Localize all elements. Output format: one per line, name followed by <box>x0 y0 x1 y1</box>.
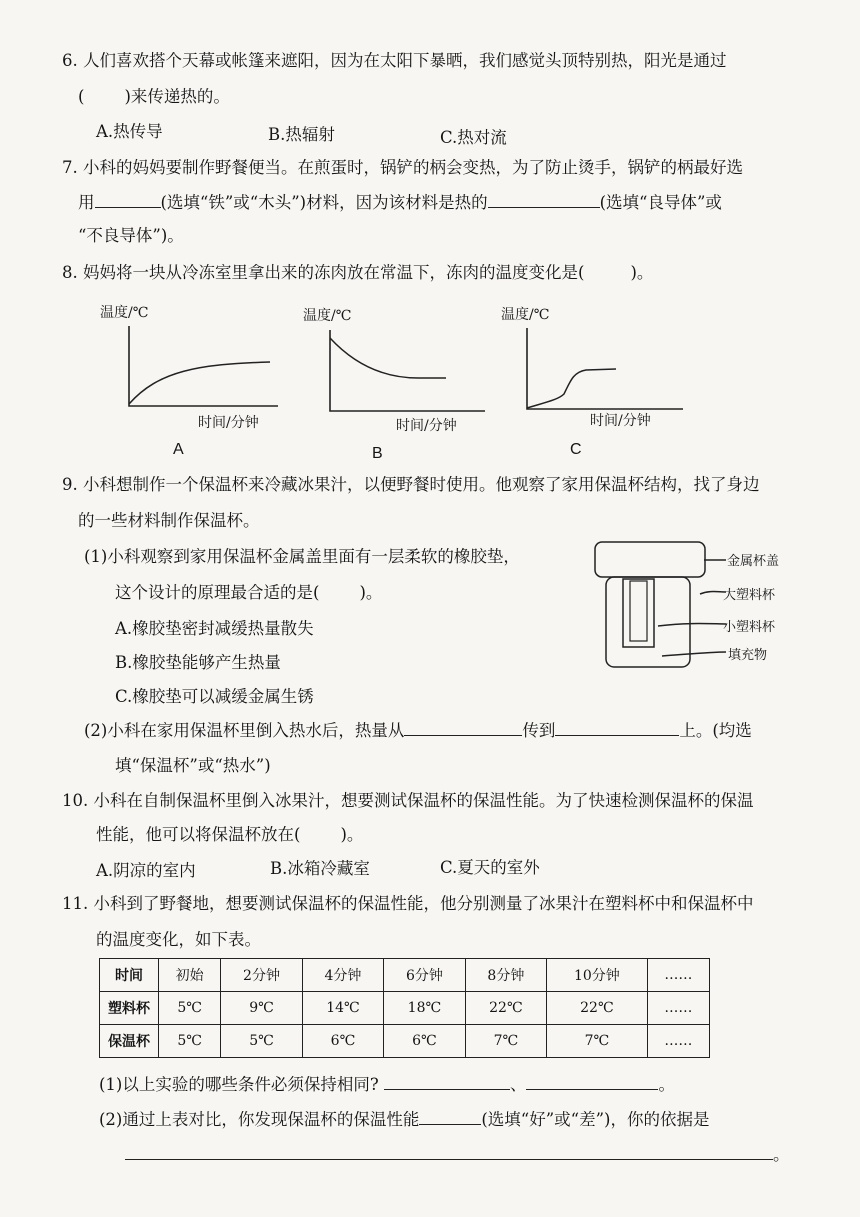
graph-b <box>320 330 510 420</box>
table-cell: 塑料杯 <box>100 992 159 1025</box>
q7-line3: “不良导体”)。 <box>78 226 184 245</box>
q9-p2-line1: (2)小科在家用保温杯里倒入热水后，热量从 传到 上。(均选 <box>84 721 752 740</box>
graph-b-xlabel: 时间/分钟 <box>396 418 457 434</box>
table-header-cell: …… <box>647 959 709 992</box>
graph-a-curve <box>129 362 270 404</box>
graph-b-label[interactable]: B <box>372 445 383 462</box>
temperature-table <box>99 958 710 1058</box>
q10-line1: 10. 小科在自制保温杯里倒入冰果汁，想要测试保温杯的保温性能。为了快速检测保温杯的保温 <box>62 791 754 810</box>
q6-option-c: C.热对流 <box>440 128 507 147</box>
table-cell: 14℃ <box>302 992 383 1025</box>
graph-a-axes <box>129 326 278 406</box>
graph-c-xlabel: 时间/分钟 <box>590 413 651 429</box>
table-cell: 9℃ <box>221 992 302 1025</box>
q9-p1-option-a: A.橡胶垫密封减缓热量散失 <box>115 619 314 638</box>
q6-line2: ( )来传递热的。 <box>78 87 230 106</box>
graph-c-ylabel: 温度/℃ <box>501 307 550 323</box>
q6-line1: 6. 人们喜欢搭个天幕或帐篷来遮阳，因为在太阳下暴晒，我们感觉头顶特别热，阳光是通过 <box>62 51 727 70</box>
graph-c-label[interactable]: C <box>570 441 582 458</box>
table-header-cell: 4分钟 <box>302 959 383 992</box>
big-plastic-cup-shape <box>606 577 690 667</box>
table-cell: 6℃ <box>384 1025 465 1058</box>
table-cell: 22℃ <box>547 992 648 1025</box>
q6-option-b: B.热辐射 <box>268 125 335 144</box>
table-header-cell: 8分钟 <box>465 959 546 992</box>
table-row <box>100 992 710 1025</box>
q10-option-a: A.阴凉的室内 <box>96 861 196 880</box>
thermos-leader-lines <box>700 548 730 668</box>
table-cell: 保温杯 <box>100 1025 159 1058</box>
table-header-cell: 2分钟 <box>221 959 302 992</box>
table-header-cell: 6分钟 <box>384 959 465 992</box>
q6-option-a: A.热传导 <box>96 122 163 141</box>
q10-option-b: B.冰箱冷藏室 <box>270 859 370 878</box>
thermos-diagram <box>594 541 714 671</box>
graph-c-axes <box>527 328 683 409</box>
graph-b-ylabel: 温度/℃ <box>303 308 352 324</box>
q9-line2: 的一些材料制作保温杯。 <box>78 511 260 530</box>
q9-p2-blank-from[interactable] <box>404 719 522 736</box>
graph-a-label[interactable]: A <box>173 441 184 458</box>
q11-p2-reason-line: 。 <box>125 1143 790 1166</box>
graph-a-xlabel: 时间/分钟 <box>198 415 259 431</box>
q11-p1-blank-2[interactable] <box>526 1073 658 1090</box>
table-cell: 7℃ <box>465 1025 546 1058</box>
q9-p2-line2: 填“保温杯”或“热水”) <box>115 756 271 775</box>
graph-b-curve <box>330 338 446 378</box>
graph-c-curve <box>527 369 616 408</box>
q11-p2-blank-performance[interactable] <box>419 1108 481 1125</box>
table-header-cell: 10分钟 <box>547 959 648 992</box>
q9-line1: 9. 小科想制作一个保温杯来冷藏冰果汁，以便野餐时使用。他观察了家用保温杯结构，找了身边 <box>62 475 760 494</box>
q11-line1: 11. 小科到了野餐地，想要测试保温杯的保温性能，他分别测量了冰果汁在塑料杯中和保温杯中 <box>62 894 754 913</box>
table-header-row <box>100 959 710 992</box>
table-cell: 22℃ <box>465 992 546 1025</box>
label-metal-lid: 金属杯盖 <box>727 554 780 569</box>
q8-line1: 8. 妈妈将一块从冷冻室里拿出来的冻肉放在常温下，冻肉的温度变化是( )。 <box>62 263 654 282</box>
graph-a <box>118 326 298 416</box>
table-cell: 5℃ <box>159 1025 221 1058</box>
q11-line2: 的温度变化，如下表。 <box>96 930 261 949</box>
graph-c <box>518 328 708 418</box>
q9-p1-line1: (1)小科观察到家用保温杯金属盖里面有一层柔软的橡胶垫， <box>84 547 520 566</box>
q9-p1-option-c: C.橡胶垫可以减缓金属生锈 <box>115 687 314 706</box>
table-header-cell: 初始 <box>159 959 221 992</box>
q9-p1-line2: 这个设计的原理最合适的是( )。 <box>115 583 383 602</box>
metal-lid-shape <box>595 542 705 577</box>
graph-a-ylabel: 温度/℃ <box>100 305 149 321</box>
q10-option-c: C.夏天的室外 <box>440 858 540 877</box>
inner-cup-wall <box>630 581 647 641</box>
q11-p1: (1)以上实验的哪些条件必须保持相同? 、 。 <box>99 1075 675 1094</box>
q7-line1: 7. 小科的妈妈要制作野餐便当。在煎蛋时，锅铲的柄会变热，为了防止烫手，锅铲的柄最好选 <box>62 158 743 177</box>
q7-line2: 用 (选填“铁”或“木头”)材料，因为该材料是热的 (选填“良导体”或 <box>78 193 722 212</box>
table-cell: 18℃ <box>384 992 465 1025</box>
table-cell: 5℃ <box>221 1025 302 1058</box>
label-filler: 填充物 <box>728 648 768 663</box>
q7-blank-conductor[interactable] <box>488 191 600 208</box>
q7-blank-material[interactable] <box>95 191 161 208</box>
q9-p2-blank-to[interactable] <box>555 719 679 736</box>
q11-p2: (2)通过上表对比，你发现保温杯的保温性能 (选填“好”或“差”)，你的依据是 <box>99 1110 710 1129</box>
q9-p1-option-b: B.橡胶垫能够产生热量 <box>115 653 281 672</box>
small-plastic-cup-shape <box>623 579 654 647</box>
table-cell: 7℃ <box>547 1025 648 1058</box>
table-cell: …… <box>647 1025 709 1058</box>
table-row <box>100 1025 710 1058</box>
q11-p1-blank-1[interactable] <box>384 1073 510 1090</box>
table-cell: 5℃ <box>159 992 221 1025</box>
table-cell: 6℃ <box>302 1025 383 1058</box>
q10-line2: 性能，他可以将保温杯放在( )。 <box>96 825 364 844</box>
table-cell: …… <box>647 992 709 1025</box>
label-big-plastic-cup: 大塑料杯 <box>723 588 776 603</box>
table-header-cell: 时间 <box>100 959 159 992</box>
label-small-plastic-cup: 小塑料杯 <box>723 620 776 635</box>
q11-p2-blank-reason[interactable] <box>125 1143 773 1160</box>
graph-b-axes <box>330 330 485 411</box>
